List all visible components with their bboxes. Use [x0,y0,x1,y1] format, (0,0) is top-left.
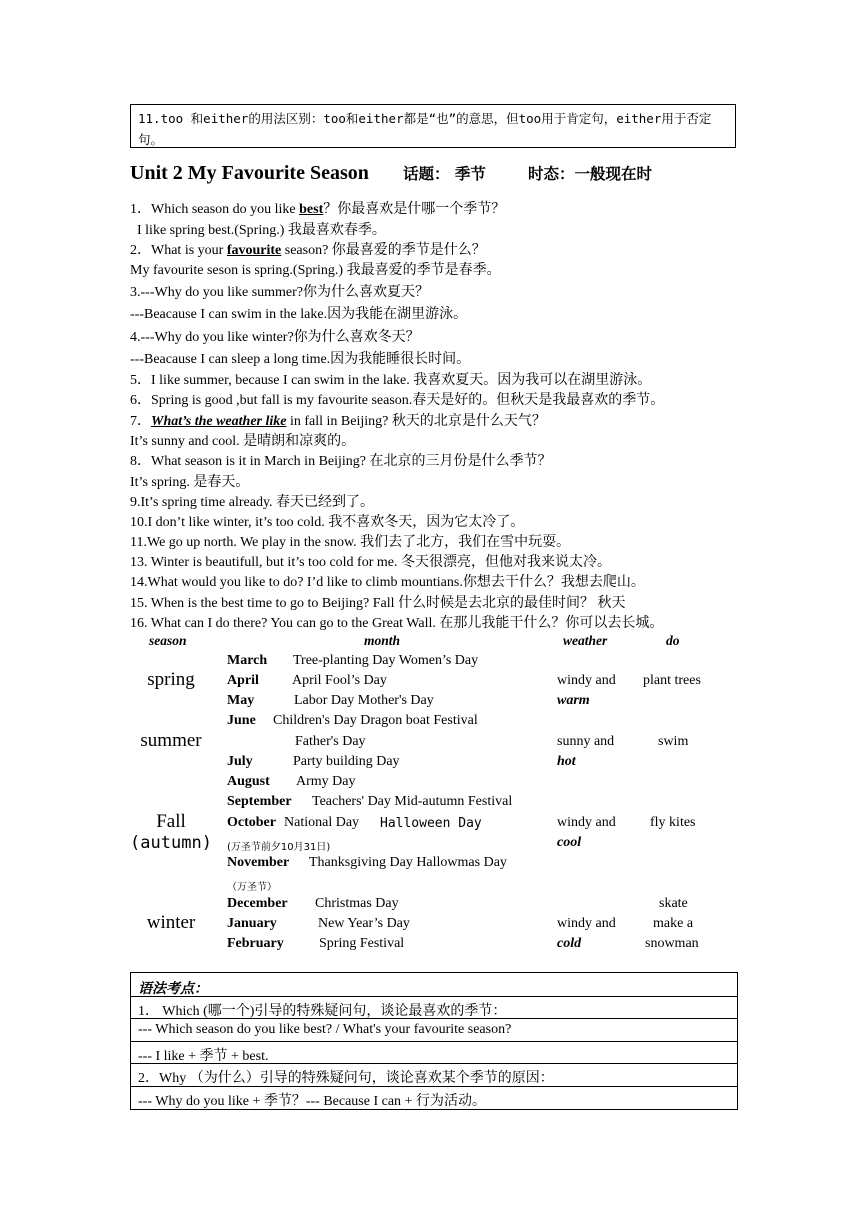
col-header-weather: weather [563,633,608,648]
keyword: favourite [226,243,282,258]
do-winter-1: skate [659,896,688,911]
days-july: Party building Day [293,754,400,769]
sentence-18: 13. Winter is beautifull, but it’s too cold for me. 冬天很漂亮，但他对我来说太冷。 [130,555,611,570]
weather-fall: windy and [557,815,616,830]
sentence-8: ---Beacause I can sleep a long time.因为我能睡很长时间。 [130,352,471,367]
note-hallowmas: （万圣节） [227,882,277,893]
month-october: October [227,815,276,830]
days-october: National Day [284,815,360,830]
grammar-line-4: 2．Why （为什么）引导的特殊疑问句，谈论喜欢某个季节的原因： [138,1071,554,1086]
season-fall: Fall [156,811,186,832]
days-march: Tree-planting Day Women’s Day [293,653,479,668]
sentence-12: It’s sunny and cool. 是晴朗和凉爽的。 [130,434,356,449]
weather-summer-word: hot [557,754,576,769]
do-spring: plant trees [643,673,701,688]
keyword: What’s the weather like [151,414,287,429]
weather-summer: sunny and [557,734,615,749]
sentence-16: 10.I don’t like winter, it’s too cold. 我不喜欢冬天，因为它太冷了。 [130,515,525,530]
sentence-3 [130,239,486,259]
grammar-divider [130,996,738,997]
days-august: Army Day [296,774,356,789]
days-february: Spring Festival [319,936,405,951]
do-winter-2: make a [653,916,694,931]
month-july: July [227,754,253,769]
col-header-month: month [364,633,401,648]
weather-spring: windy and [557,673,616,688]
sentence-10: 6．Spring is good ,but fall is my favourite season.春天是好的。但秋天是我最喜欢的季节。 [130,393,665,408]
season-spring: spring [147,669,195,690]
season-winter: winter [146,912,196,933]
col-header-do: do [666,633,680,648]
sentence-20: 15. When is the best time to go to Beijing? Fall 什么时候是去北京的最佳时间？ 秋天 [130,596,626,611]
grammar-line-2: --- Which season do you like best? / What's your favourite season? [138,1022,512,1037]
sentence-15: 9.It’s spring time already. 春天已经到了。 [130,495,375,510]
month-december: December [227,896,288,911]
month-august: August [227,774,270,789]
sentence-6: ---Beacause I can swim in the lake.因为我能在湖里游泳。 [130,307,468,322]
month-april: April [227,673,259,688]
season-summer: summer [140,730,202,751]
days-october-halloween: Halloween Day [380,816,482,831]
grammar-line-3: --- I like + 季节 + best. [138,1049,269,1064]
days-june-2: Father's Day [295,734,366,749]
month-june: June [227,713,256,728]
sentence-9: 5．I like summer, because I can swim in the lake. 我喜欢夏天。因为我可以在湖里游泳。 [130,373,652,388]
sentence-1 [130,198,505,218]
sentence-14: It’s spring. 是春天。 [130,475,250,490]
keyword: best [299,202,324,217]
days-june: Children's Day Dragon boat Festival [273,713,478,728]
sentence-text: season? 你最喜爱的季节是什么？ [281,243,486,258]
days-september: Teachers' Day Mid-autumn Festival [312,794,513,809]
month-may: May [227,693,255,708]
topic-label: 话题： 季节 [403,165,486,183]
month-february: February [227,936,284,951]
sentence-17: 11.We go up north. We play in the snow. 我们去了北方，我们在雪中玩耍。 [130,535,571,550]
col-header-season: season [149,633,187,648]
days-december: Christmas Day [315,896,399,911]
weather-fall-word: cool [557,835,582,850]
grammar-divider [130,1041,738,1042]
sentence-text: 1．Which season do you like [130,202,300,217]
sentence-21: 16. What can I do there? You can go to the Great Wall. 在那儿我能干什么？你可以去长城。 [130,616,664,631]
do-fall: fly kites [650,815,696,830]
weather-winter-word: cold [557,936,582,951]
days-may: Labor Day Mother's Day [294,693,434,708]
sentence-text: 7． [130,414,151,429]
grammar-line-1: 1． Which (哪一个)引导的特殊疑问句，谈论最喜欢的季节： [138,1004,507,1019]
sentence-text: 2．What is your [130,243,227,258]
weather-spring-word: warm [557,693,590,708]
sentence-13: 8．What season is it in March in Beijing? 在北京的三月份是什么季节？ [130,454,552,469]
sentence-2: I like spring best.(Spring.) 我最喜欢春季。 [137,223,386,238]
unit-title: Unit 2 My Favourite Season [130,162,369,184]
month-september: September [227,794,292,809]
do-summer: swim [658,734,689,749]
days-april: April Fool’s Day [292,673,387,688]
days-november: Thanksgiving Day Hallowmas Day [309,855,507,870]
month-november: November [227,855,290,870]
month-march: March [227,653,268,668]
sentence-19: 14.What would you like to do? I’d like to climb mountians.你想去干什么？我想去爬山。 [130,575,645,590]
sentence-7: 4.---Why do you like winter?你为什么喜欢冬天？ [130,330,420,345]
note-text: 11.too 和either的用法区别：too和either都是“也”的意思，但too用于肯定句，either用于否定句。 [138,111,712,147]
note-halloween: (万圣节前夕10月31日) [227,842,331,853]
do-winter-3: snowman [645,936,699,951]
sentence-text: ？你最喜欢是什哪一个季节？ [323,202,506,217]
season-fall-sub: (autumn) [130,833,212,853]
weather-winter: windy and [557,916,616,931]
grammar-line-5: --- Why do you like + 季节？--- Because I can + 行为活动。 [138,1094,486,1109]
tense-label: 时态：一般现在时 [528,165,653,183]
month-january: January [227,916,277,931]
days-january: New Year’s Day [318,916,410,931]
sentence-5: 3.---Why do you like summer?你为什么喜欢夏天？ [130,285,430,300]
sentence-11 [130,410,546,430]
grammar-title: 语法考点： [138,982,208,997]
sentence-4: My favourite seson is spring.(Spring.) 我最喜爱的季节是春季。 [130,263,501,278]
sentence-text: in fall in Beijing? 秋天的北京是什么天气？ [286,414,546,429]
